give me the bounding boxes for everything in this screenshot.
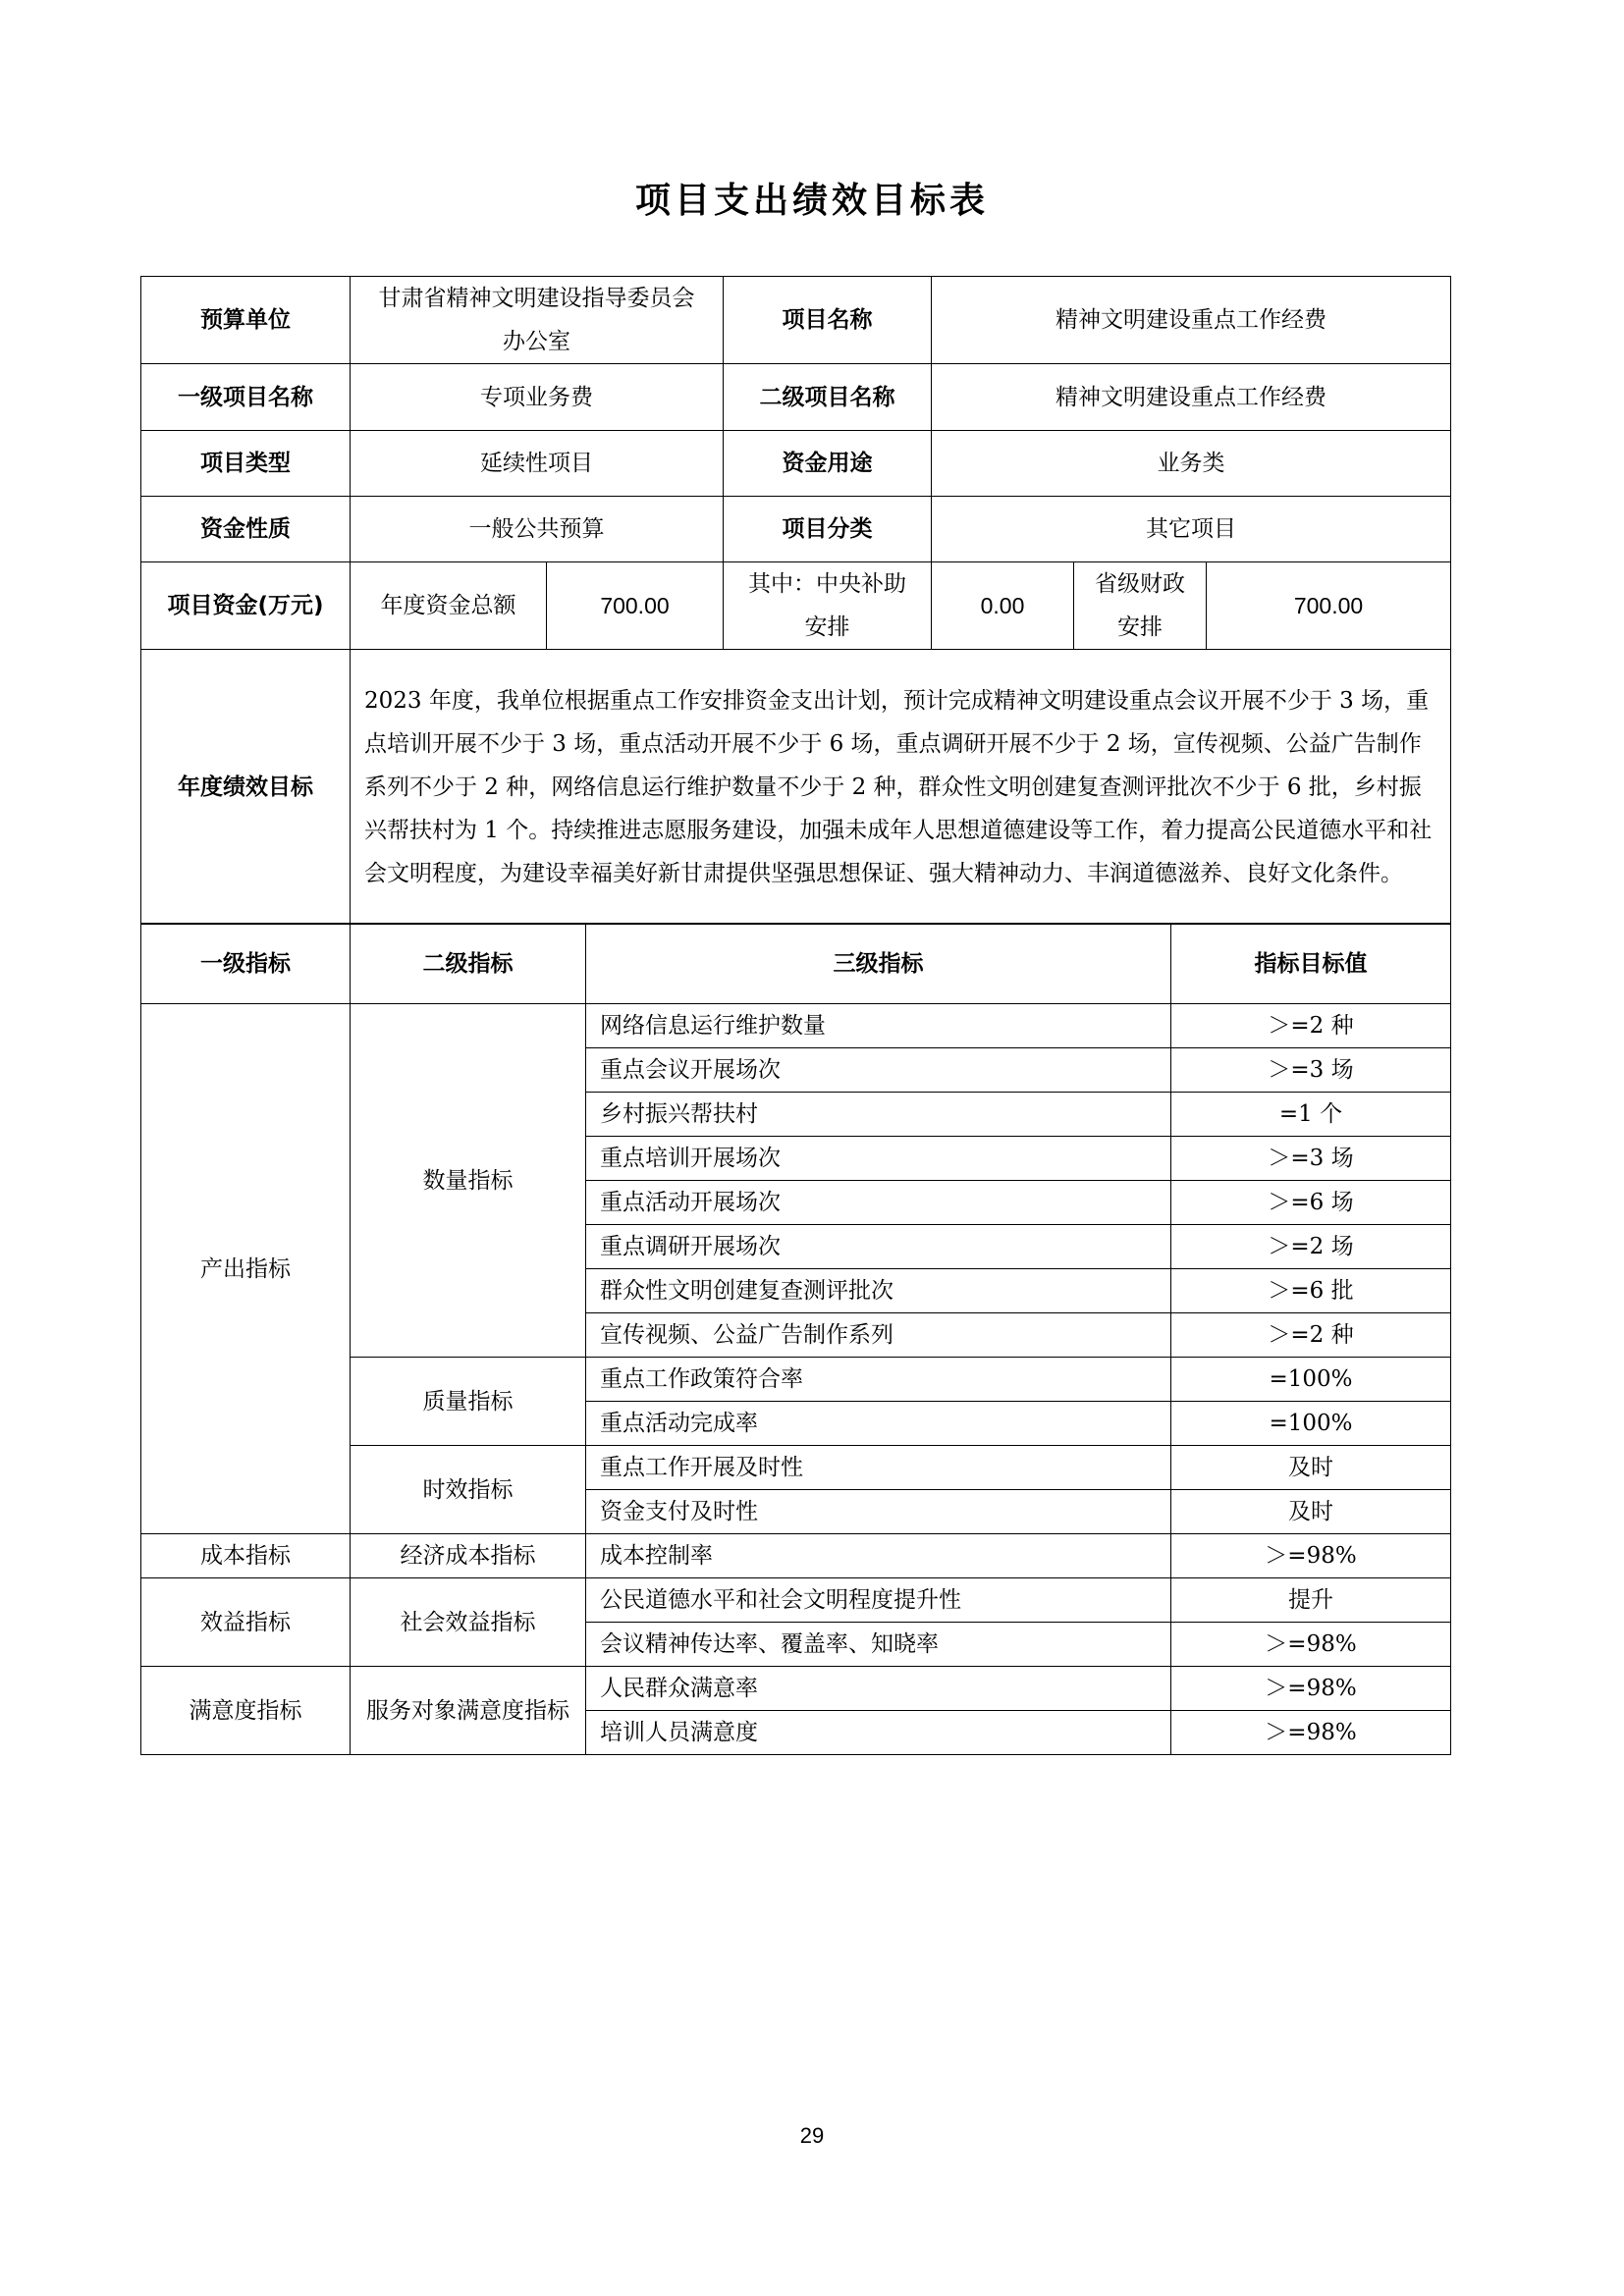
- indicator-target: ＞=3 场: [1171, 1048, 1451, 1093]
- satisfaction-indicator-label: 满意度指标: [141, 1667, 351, 1755]
- indicators-header-row: [141, 924, 1451, 1004]
- row-annual-goal: [141, 650, 1451, 925]
- indicator-target: ＞=98%: [1171, 1623, 1451, 1667]
- project-name-value: 精神文明建设重点工作经费: [932, 277, 1451, 364]
- indicators-table: [140, 923, 1451, 1755]
- indicator-name: 乡村振兴帮扶村: [586, 1093, 1171, 1137]
- header-level2: 二级指标: [351, 924, 586, 1004]
- project-type-label: 项目类型: [141, 431, 351, 497]
- header-target: 指标目标值: [1171, 924, 1451, 1004]
- page-title: 项目支出绩效目标表: [634, 181, 989, 221]
- project-type-value: 延续性项目: [351, 431, 724, 497]
- indicator-target: ＞=2 种: [1171, 1313, 1451, 1358]
- indicator-name: 网络信息运行维护数量: [586, 1004, 1171, 1048]
- level1-name-label: 一级项目名称: [141, 364, 351, 431]
- fund-nature-value: 一般公共预算: [351, 497, 724, 562]
- project-name-label: 项目名称: [724, 277, 932, 364]
- indicator-name: 重点工作开展及时性: [586, 1446, 1171, 1490]
- header-level1: 一级指标: [141, 924, 351, 1004]
- level2-name-value: 精神文明建设重点工作经费: [932, 364, 1451, 431]
- indicator-target: =1 个: [1171, 1093, 1451, 1137]
- row-project-type: [141, 431, 1451, 497]
- row-project-funds: [141, 562, 1451, 650]
- fund-nature-label: 资金性质: [141, 497, 351, 562]
- level2-name-label: 二级项目名称: [724, 364, 932, 431]
- indicator-name: 重点活动开展场次: [586, 1181, 1171, 1225]
- indicator-name: 宣传视频、公益广告制作系列: [586, 1313, 1171, 1358]
- indicator-target: ＞=2 种: [1171, 1004, 1451, 1048]
- row-budget-unit: [141, 277, 1451, 364]
- indicator-name: 重点活动完成率: [586, 1402, 1171, 1446]
- row-fund-nature: [141, 497, 1451, 562]
- provincial-funds-label: 省级财政安排: [1074, 562, 1207, 650]
- page-number: 29: [799, 2123, 825, 2148]
- funds-label: 项目资金(万元): [141, 562, 351, 650]
- indicator-name: 群众性文明创建复查测评批次: [586, 1269, 1171, 1313]
- quality-indicator-label: 质量指标: [351, 1358, 586, 1446]
- header-level3: 三级指标: [586, 924, 1171, 1004]
- indicator-target: ＞=3 场: [1171, 1137, 1451, 1181]
- indicator-name: 人民群众满意率: [586, 1667, 1171, 1711]
- indicator-target: ＞=98%: [1171, 1534, 1451, 1578]
- indicator-target: ＞=2 场: [1171, 1225, 1451, 1269]
- benefit-indicator-label: 效益指标: [141, 1578, 351, 1667]
- indicator-target: 提升: [1171, 1578, 1451, 1623]
- total-funds-label: 年度资金总额: [351, 562, 547, 650]
- central-subsidy-value: 0.00: [932, 562, 1074, 650]
- indicator-name: 重点培训开展场次: [586, 1137, 1171, 1181]
- table-row: [141, 1667, 1451, 1711]
- cost-indicator-label: 成本指标: [141, 1534, 351, 1578]
- indicator-name: 重点调研开展场次: [586, 1225, 1171, 1269]
- indicator-name: 资金支付及时性: [586, 1490, 1171, 1534]
- service-satisfaction-label: 服务对象满意度指标: [351, 1667, 586, 1755]
- fund-use-value: 业务类: [932, 431, 1451, 497]
- budget-unit-value: 甘肃省精神文明建设指导委员会办公室: [351, 277, 724, 364]
- table-row: [141, 1004, 1451, 1048]
- level1-name-value: 专项业务费: [351, 364, 724, 431]
- output-indicator-label: 产出指标: [141, 1004, 351, 1534]
- provincial-funds-value: 700.00: [1207, 562, 1451, 650]
- indicator-target: ＞=6 场: [1171, 1181, 1451, 1225]
- indicator-target: 及时: [1171, 1490, 1451, 1534]
- timeliness-indicator-label: 时效指标: [351, 1446, 586, 1534]
- indicator-name: 会议精神传达率、覆盖率、知晓率: [586, 1623, 1171, 1667]
- fund-use-label: 资金用途: [724, 431, 932, 497]
- table-row: [141, 1534, 1451, 1578]
- budget-unit-label: 预算单位: [141, 277, 351, 364]
- annual-goal-label: 年度绩效目标: [141, 650, 351, 925]
- indicator-target: =100%: [1171, 1402, 1451, 1446]
- indicator-name: 重点工作政策符合率: [586, 1358, 1171, 1402]
- total-funds-value: 700.00: [547, 562, 724, 650]
- indicator-target: ＞=98%: [1171, 1667, 1451, 1711]
- economic-cost-label: 经济成本指标: [351, 1534, 586, 1578]
- quantity-indicator-label: 数量指标: [351, 1004, 586, 1358]
- project-info-table: [140, 276, 1451, 925]
- indicator-target: =100%: [1171, 1358, 1451, 1402]
- indicator-target: ＞=6 批: [1171, 1269, 1451, 1313]
- social-benefit-label: 社会效益指标: [351, 1578, 586, 1667]
- indicator-target: 及时: [1171, 1446, 1451, 1490]
- central-subsidy-label: 其中：中央补助安排: [724, 562, 932, 650]
- project-category-label: 项目分类: [724, 497, 932, 562]
- indicator-name: 培训人员满意度: [586, 1711, 1171, 1755]
- indicator-name: 成本控制率: [586, 1534, 1171, 1578]
- indicator-name: 重点会议开展场次: [586, 1048, 1171, 1093]
- indicator-target: ＞=98%: [1171, 1711, 1451, 1755]
- indicator-name: 公民道德水平和社会文明程度提升性: [586, 1578, 1171, 1623]
- table-row: [141, 1578, 1451, 1623]
- row-project-level: [141, 364, 1451, 431]
- annual-goal-text: 2023 年度，我单位根据重点工作安排资金支出计划，预计完成精神文明建设重点会议开展不少于 3 场，重点培训开展不少于 3 场，重点活动开展不少于 6 场，重点调研开展不少于 2 场，宣传视频、公益广告制作系列不少于 2 种，网络信息运行维护数量不少于 2 种，群众性文明创建复查测评批次不少于 6 批，乡村振兴帮扶村为 1 个。持续推进志愿服务建设，加强未成年人思想道德建设等工作，着力提高公民道德水平和社会文明程度，为建设幸福美好新甘肃提供坚强思想保证、强大精神动力、丰润道德滋养、良好文化条件。: [351, 650, 1451, 925]
- project-category-value: 其它项目: [932, 497, 1451, 562]
